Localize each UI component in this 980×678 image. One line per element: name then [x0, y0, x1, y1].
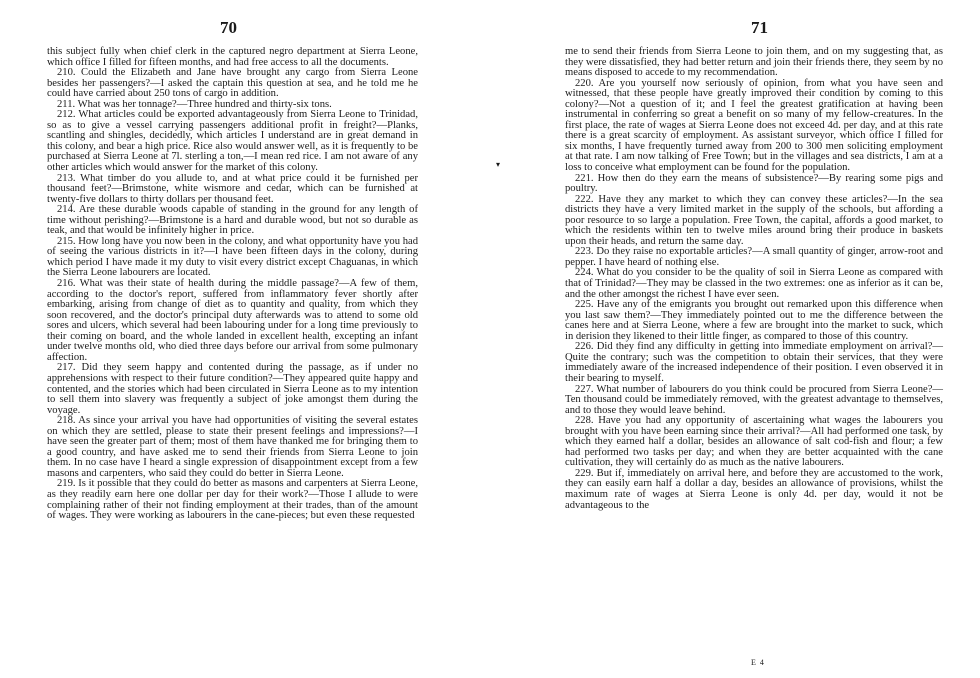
- paragraph: 219. Is it possible that they could do better as masons and carpenters at Sierra Leone, as they readily earn here one dollar per day for their work?—Those I allude to were complaining rather of their not finding employment at their trades, than of the amount of wages. They were working as labourers in the cane-pieces; but even these requested: [47, 478, 418, 522]
- paragraph: 225. Have any of the emigrants you brought out remarked upon this difference when you last saw them?—They immediately pointed out to me the difference between the canes here and at Sierra Leone, where a few are brought into the market to suck, which in derision they likened to their little finger, as compared to those of this country.: [565, 299, 943, 342]
- paragraph: 226. Did they find any difficulty in getting into immediate employment on arrival?—Quite the contrary; such was the competition to obtain their services, that they were immediately aware of the increased independence of their position. I even observed it in their bearing to myself.: [565, 341, 943, 384]
- signature-mark: E 4: [751, 658, 765, 667]
- paragraph: 228. Have you had any opportunity of ascertaining what wages the labourers you brought with you have been earning since their arrival?—All had performed one task, by which they earned half a dollar, besides an allowance of salt cod-fish and flour; a few had performed two tasks per day; and when they are better acquainted with the cane cultivation, they will certainly do as much as the native labourers.: [565, 415, 943, 469]
- paragraph: 213. What timber do you allude to, and at what price could it be furnished per thousand feet?—Brimstone, white wismore and cedar, which can be furnished at twenty-five dollars to thirty dollars per thousand feet.: [47, 172, 418, 205]
- paragraph: 216. What was their state of health during the middle passage?—A few of them, according to the doctor's report, suffered from inflammatory fever shortly after embarking, arising from change of diet as to quantity and quality, from which they soon recovered, and the doctor's principal duty afterwards was to attend to some old sores and ulcers, which several had been labouring under for a long time previously to their coming on board, and the whole landed in excellent health, excepting an infant under twelve months old, who died three days before our arrival from some pulmonary affection.: [47, 278, 418, 363]
- gutter-mark: ▾: [496, 160, 501, 169]
- paragraph: me to send their friends from Sierra Leone to join them, and on my suggesting that, as they were dissatisfied, they had better return and join their friends there, they seem by no means disposed to accede to my recommendation.: [565, 46, 943, 79]
- paragraph: 217. Did they seem happy and contented during the passage, as if under no apprehensions with respect to their future condition?—They appeared quite happy and contented, and the stories which had been circulated in Sierra Leone as to my intention to sell them into slavery was frequently a subject of joke amongst them during the voyage.: [47, 362, 418, 416]
- right-page-number: 71: [751, 18, 768, 37]
- paragraph: 212. What articles could be exported advantageously from Sierra Leone to Trinidad, so as to give a vessel carrying passengers additional profit in freight?—Planks, scantling and shingles, decidedly, which articles I understand are in great demand in this colony, and bear a high price. Rice also would answer well, as it is frequently to be purchased at Sierra Leone at 7l. sterling a ton,—I mean red rice. I am not aware of any other articles which would answer for the market of this colony.: [47, 109, 418, 174]
- paragraph: 222. Have they any market to which they can convey these articles?—In the sea districts they have a very limited market in the supply of the schools, but affording a poor resource to so large a population. Free Town, the capital, affords a good market, to which the residents within ten to twelve miles around bring their produce in baskets upon their heads, and return the same day.: [565, 193, 943, 247]
- paragraph: 229. But if, immediately on arrival here, and before they are accustomed to the work, they can easily earn half a dollar a day, besides an allowance of provisions, whilst the maximum rate of wages at Sierra Leone is only 4d. per day, would it not be advantageous to the: [565, 467, 943, 511]
- paragraph: 214. Are these durable woods capable of standing in the ground for any length of time without perishing?—Brimstone is a hard and durable wood, but not so durable as teak, and that would be infinitely higher in price.: [47, 204, 418, 237]
- paragraph: 227. What number of labourers do you think could be procured from Sierra Leone?—Ten thousand could be immediately removed, with the greatest advantage to themselves, and to those they would leave behind.: [565, 383, 943, 416]
- paragraph: 220. Are you yourself now seriously of opinion, from what you have seen and witnessed, that these people have greatly improved their condition by coming to this colony?—Not a question of it; and I feel the greatest gratification at having been instrumental in conferring so great a benefit on so many of my fellow-creatures. In the first place, the rate of wages at Sierra Leone does not exceed 4d. per day, and at this rate there is a great scarcity of employment. As assistant surveyor, which office I filled for six months, I have frequently turned away from 200 to 300 men soliciting employment at that rate. I am now talking of Free Town; but in the villages and sea districts, I am at a loss to conceive what employment can be found for the population.: [565, 77, 943, 174]
- paragraph: 215. How long have you now been in the colony, and what opportunity have you had of seeing the various districts in it?—I have been fifteen days in the colony, during which period I have made it my duty to visit every district except Chaguanas, in which the Sierra Leone labourers are located.: [47, 235, 418, 279]
- right-page-text: [565, 47, 943, 511]
- paragraph: 211. What was her tonnage?—Three hundred and thirty-six tons.: [57, 98, 332, 110]
- left-page-number: 70: [220, 18, 237, 37]
- paragraph: 210. Could the Elizabeth and Jane have brought any cargo from Sierra Leone besides her passengers?—I asked the captain this question at sea, and he told me he could have carried about 250 tons of cargo in addition.: [47, 67, 418, 100]
- paragraph: 223. Do they raise no exportable articles?—A small quantity of ginger, arrow-root and pepper. I have heard of nothing else.: [565, 246, 943, 268]
- paragraph: 218. As since your arrival you have had opportunities of visiting the several estates on which they are settled, please to state their present feelings and impressions?—I have seen the greater part of them; most of them have thanked me for bringing them to a good country, and have asked me to send their friends from Sierra Leone to join them. In no case have I heard a single expression of disappointment except from a few masons and carpenters, who said they could do better in Sierra Leone.: [47, 415, 418, 479]
- paragraph: this subject fully when chief clerk in the captured negro department at Sierra Leone, which office I filled for fifteen months, and had free access to all the documents.: [47, 46, 418, 68]
- paragraph: 224. What do you consider to be the quality of soil in Sierra Leone as compared with that of Trinidad?—They may be classed in the two extremes: one as inferior as it can be, and the other amongst the richest I have ever seen.: [565, 267, 943, 300]
- paragraph: 221. How then do they earn the means of subsistence?—By rearing some pigs and poultry.: [565, 172, 943, 195]
- left-page-text: [47, 47, 418, 522]
